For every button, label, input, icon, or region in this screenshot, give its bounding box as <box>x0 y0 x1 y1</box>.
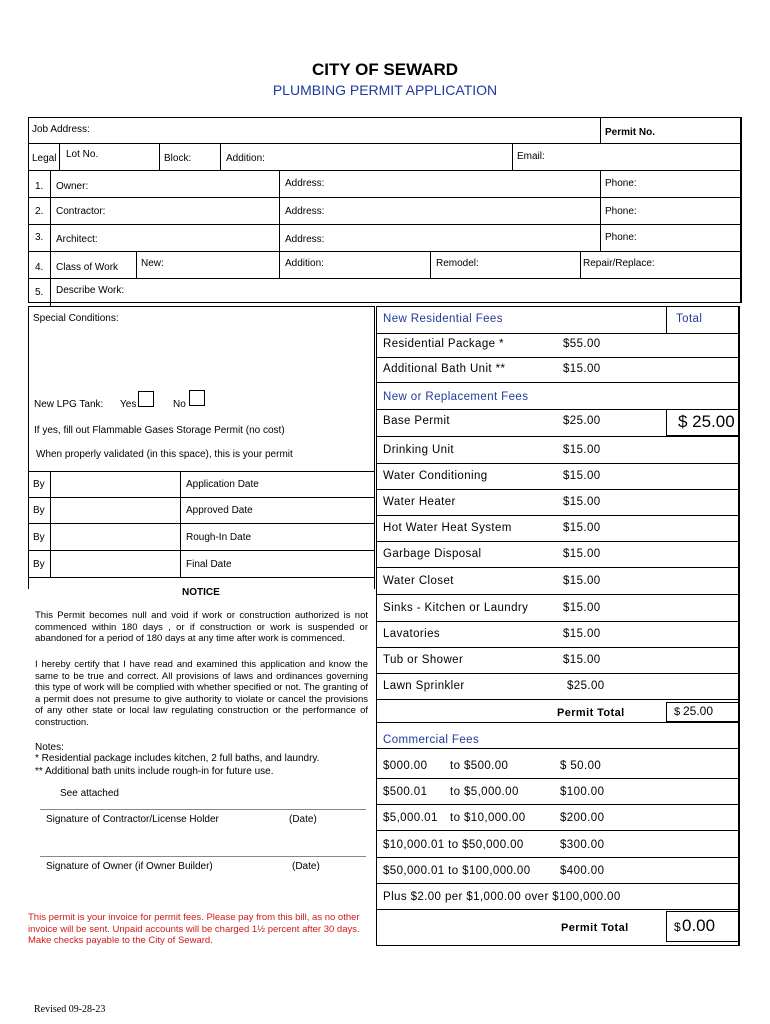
contractor-label: Contractor: <box>56 206 106 217</box>
commercial-range-to: to $500.00 <box>450 760 509 772</box>
base-total-value: $ 25.00 <box>678 412 735 431</box>
owner-phone-label: Phone: <box>605 178 637 189</box>
commercial-range-from: $50,000.01 to $100,000.00 <box>383 865 531 877</box>
additional-bath-label: Additional Bath Unit ** <box>383 363 506 375</box>
fee-item-label: Water Closet <box>383 575 454 587</box>
row1-number: 1. <box>35 181 44 192</box>
plus-rate: Plus $2.00 per $1,000.00 over $100,000.00 <box>383 891 621 903</box>
new-replacement-fees-heading: New or Replacement Fees <box>383 391 529 403</box>
architect-address-label: Address: <box>285 234 325 245</box>
fee-item-amount: $15.00 <box>563 470 601 482</box>
addition-work-label: Addition: <box>285 258 324 269</box>
permit-total-label: Permit Total <box>557 707 625 719</box>
validated-note: When properly validated (in this space), this is your permit <box>36 449 293 460</box>
block-label: Block: <box>164 153 192 164</box>
commercial-total-sign: $ <box>674 920 681 934</box>
describe-work-label: Describe Work: <box>56 285 125 296</box>
commercial-fee: $200.00 <box>560 812 605 824</box>
commercial-fee: $400.00 <box>560 865 605 877</box>
lpg-yes-label: Yes <box>120 399 137 410</box>
commercial-range-to: to $10,000.00 <box>450 812 526 824</box>
residential-package-fee: $55.00 <box>563 338 601 350</box>
commercial-fees-heading: Commercial Fees <box>383 734 480 746</box>
special-conditions-label: Special Conditions: <box>33 313 119 324</box>
signature-owner-label: Signature of Owner (if Owner Builder) <box>46 861 213 872</box>
certify-text: I hereby certify that I have read and examined this application and know the same to be true and correct. All provisions of laws and ordinances governing this type of work will be complied with whether specified or not. The granting of a permit does not presume to give authority to violate or cancel the provisions of any other state or local law regulating construction or the performance of construction. <box>35 659 368 728</box>
commercial-total-label: Permit Total <box>561 922 629 934</box>
lpg-tank-label: New LPG Tank: <box>34 399 104 410</box>
commercial-range-from: $500.01 <box>383 786 428 798</box>
fee-item-label: Sinks - Kitchen or Laundry <box>383 602 529 614</box>
fee-item-amount: $15.00 <box>563 496 601 508</box>
application-date-label: Application Date <box>186 479 259 490</box>
additional-bath-fee: $15.00 <box>563 363 601 375</box>
architect-phone-label: Phone: <box>605 232 637 243</box>
class-of-work-label: Class of Work <box>56 262 119 273</box>
addition-label: Addition: <box>226 153 265 164</box>
legal-label: Legal <box>32 153 57 164</box>
lpg-no-label: No <box>173 399 186 410</box>
lot-no-label: Lot No. <box>66 149 99 160</box>
notice-text: This Permit becomes null and void if work or construction authorized is not commenced within 180 days , or if construction or work is suspended or abandoned for a period of 180 days at any time after work is commenced. <box>35 610 368 644</box>
date-owner-label: (Date) <box>292 861 320 872</box>
fee-item-amount: $15.00 <box>563 522 601 534</box>
note-additional-bath: ** Additional bath units include rough-in for future use. <box>35 766 274 777</box>
notice-title: NOTICE <box>182 587 220 598</box>
fee-item-amount: $25.00 <box>563 415 601 427</box>
commercial-range-from: $5,000.01 <box>383 812 438 824</box>
email-label: Email: <box>517 151 545 162</box>
signature-contractor-label: Signature of Contractor/License Holder <box>46 814 219 825</box>
fee-item-amount: $15.00 <box>563 602 601 614</box>
new-residential-fees-heading: New Residential Fees <box>383 313 503 325</box>
by-final-label: By <box>33 559 45 570</box>
commercial-range-to: to $5,000.00 <box>450 786 519 798</box>
fee-item-label: Garbage Disposal <box>383 548 482 560</box>
note-residential: * Residential package includes kitchen, 2 full baths, and laundry. <box>35 753 320 764</box>
fee-item-amount: $25.00 <box>567 680 605 692</box>
approved-date-label: Approved Date <box>186 505 253 516</box>
contractor-address-label: Address: <box>285 206 325 217</box>
fee-item-label: Water Heater <box>383 496 456 508</box>
fee-item-label: Hot Water Heat System <box>383 522 512 534</box>
fee-item-label: Drinking Unit <box>383 444 455 456</box>
contractor-phone-label: Phone: <box>605 206 637 217</box>
lpg-no-checkbox[interactable] <box>189 390 205 406</box>
fee-item-label: Base Permit <box>383 415 451 427</box>
page-title: CITY OF SEWARD <box>311 60 459 79</box>
residential-package-label: Residential Package * <box>383 338 504 350</box>
invoice-notice: This permit is your invoice for permit fees. Please pay from this bill, as no other invoice will be sent. Unpaid accounts will be charged 1½ percent after 30 days. Make checks payable to the City of Seward. <box>28 912 360 946</box>
fee-item-label: Lavatories <box>383 628 441 640</box>
total-heading: Total <box>676 313 703 325</box>
permit-total-sign: $ <box>674 706 681 718</box>
job-address-label: Job Address: <box>32 124 90 135</box>
fee-item-label: Water Conditioning <box>383 470 488 482</box>
commercial-range-from: $10,000.01 to $50,000.00 <box>383 839 524 851</box>
flammable-note: If yes, fill out Flammable Gases Storage Permit (no cost) <box>34 425 285 436</box>
fee-item-amount: $15.00 <box>563 628 601 640</box>
commercial-fee: $100.00 <box>560 786 605 798</box>
notes-title: Notes: <box>35 742 64 753</box>
owner-address-label: Address: <box>285 178 325 189</box>
remodel-label: Remodel: <box>436 258 479 269</box>
architect-label: Architect: <box>56 234 98 245</box>
by-roughin-label: By <box>33 532 45 543</box>
roughin-date-label: Rough-In Date <box>186 532 252 543</box>
commercial-range-from: $000.00 <box>383 760 428 772</box>
lpg-yes-checkbox[interactable] <box>138 391 154 407</box>
commercial-fee: $ 50.00 <box>560 760 602 772</box>
fee-item-amount: $15.00 <box>563 654 601 666</box>
permit-total-value: 25.00 <box>683 704 714 718</box>
repair-replace-label: Repair/Replace: <box>583 258 655 269</box>
revised-date: Revised 09-28-23 <box>34 1004 106 1015</box>
final-date-label: Final Date <box>186 559 232 570</box>
fee-item-amount: $15.00 <box>563 575 601 587</box>
owner-label: Owner: <box>56 181 89 192</box>
fee-item-amount: $15.00 <box>563 444 601 456</box>
fee-item-amount: $15.00 <box>563 548 601 560</box>
date-contractor-label: (Date) <box>289 814 317 825</box>
new-label: New: <box>141 258 164 269</box>
fee-item-label: Tub or Shower <box>383 654 464 666</box>
row3-number: 3. <box>35 232 44 243</box>
commercial-total-value: 0.00 <box>682 916 716 935</box>
by-application-label: By <box>33 479 45 490</box>
permit-no-label: Permit No. <box>605 127 656 138</box>
see-attached: See attached <box>60 788 119 799</box>
row4-number: 4. <box>35 262 44 273</box>
fee-item-label: Lawn Sprinkler <box>383 680 465 692</box>
row2-number: 2. <box>35 206 44 217</box>
page-subtitle: PLUMBING PERMIT APPLICATION <box>272 82 498 98</box>
by-approved-label: By <box>33 505 45 516</box>
commercial-fee: $300.00 <box>560 839 605 851</box>
row5-number: 5. <box>35 287 44 298</box>
